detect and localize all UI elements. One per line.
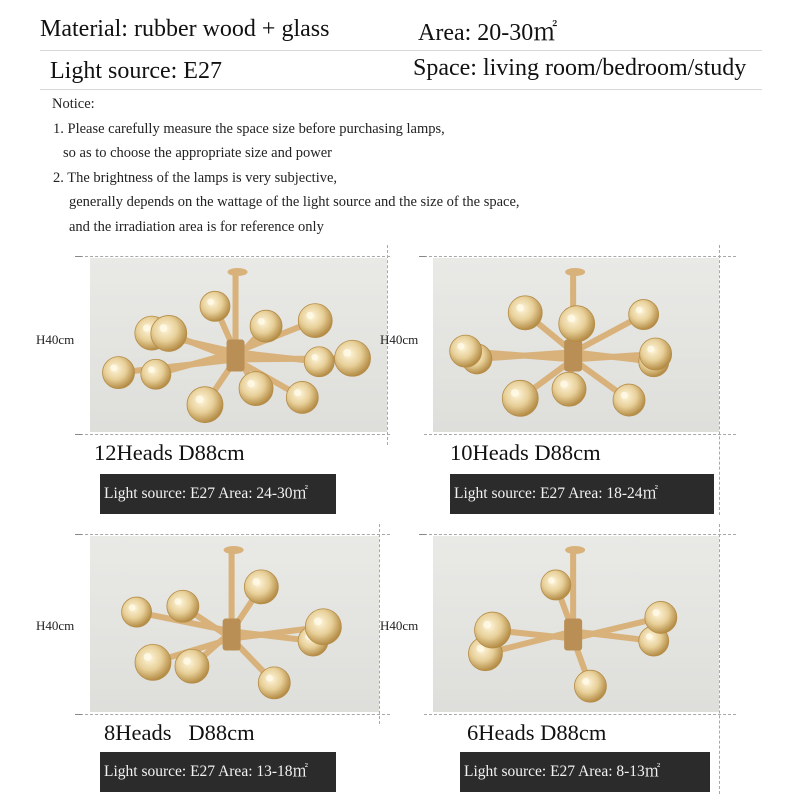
product-photo <box>433 258 719 432</box>
glass-globe <box>335 340 371 376</box>
globe-highlight <box>560 380 567 387</box>
glass-globe <box>304 347 334 377</box>
glass-globe <box>574 670 606 702</box>
globe-highlight <box>183 657 190 664</box>
glass-globe <box>151 315 187 351</box>
glass-globe <box>141 359 171 389</box>
glass-globe <box>559 306 595 342</box>
notice-heading: Notice: <box>52 96 95 112</box>
globe-highlight <box>457 343 464 350</box>
globe-highlight <box>343 349 351 357</box>
space-spec: Space: living room/bedroom/study <box>413 55 747 81</box>
globe-highlight <box>207 299 214 306</box>
dimension-tick <box>75 256 82 257</box>
globe-highlight <box>646 633 653 640</box>
glass-globe <box>175 649 209 683</box>
product-photo <box>90 258 387 432</box>
product-caption: 10Heads D88cm <box>450 440 601 465</box>
globe-highlight <box>511 389 519 397</box>
notice-line: so as to choose the appropriate size and power <box>63 145 332 161</box>
lamp-hub <box>227 339 245 371</box>
glass-globe <box>613 384 645 416</box>
height-label: H40cm <box>380 332 419 347</box>
chandelier-illustration <box>90 258 387 432</box>
notice-block <box>52 92 520 239</box>
dimension-line <box>719 245 720 515</box>
product-photo <box>433 536 719 712</box>
glass-globe <box>645 601 677 633</box>
globe-highlight <box>306 312 313 319</box>
spec-divider-bottom <box>40 89 762 90</box>
chandelier-illustration <box>433 536 719 712</box>
dimension-tick <box>75 714 82 715</box>
globe-highlight <box>477 645 484 652</box>
notice-line: 1. Please carefully measure the space size before purchasing lamps, <box>53 120 445 137</box>
height-label: H40cm <box>380 618 419 633</box>
glass-globe <box>475 612 511 648</box>
glass-globe <box>541 570 571 600</box>
product-caption: 6Heads D88cm <box>467 720 607 745</box>
dimension-line <box>80 534 390 535</box>
globe-highlight <box>548 577 555 584</box>
dimension-line <box>719 524 720 794</box>
globe-highlight <box>247 380 254 387</box>
globe-highlight <box>148 366 155 373</box>
dimension-tick <box>419 534 426 535</box>
product-photo <box>90 536 379 712</box>
glass-globe <box>502 380 538 416</box>
globe-highlight <box>516 304 523 311</box>
hanging-rod <box>233 274 239 345</box>
dimension-line <box>80 714 390 715</box>
globe-highlight <box>175 598 182 605</box>
globe-highlight <box>314 617 322 625</box>
glass-globe <box>250 310 282 342</box>
height-label: H40cm <box>36 618 75 633</box>
globe-highlight <box>252 578 259 585</box>
glass-globe <box>305 609 341 645</box>
glass-globe <box>286 381 318 413</box>
dimension-tick <box>419 256 426 257</box>
product-caption: 8Heads D88cm <box>104 720 255 745</box>
dimension-tick <box>75 534 82 535</box>
product-caption: 12Heads D88cm <box>94 440 245 465</box>
globe-highlight <box>636 307 643 314</box>
globe-highlight <box>582 678 589 685</box>
globe-highlight <box>483 621 491 629</box>
globe-highlight <box>311 354 318 361</box>
dimension-line <box>424 714 736 715</box>
lamp-hub <box>223 619 241 651</box>
globe-highlight <box>621 392 628 399</box>
spec-badge: Light source: E27 Area: 24-30㎡ <box>100 474 336 514</box>
globe-highlight <box>159 324 167 332</box>
globe-highlight <box>143 324 150 331</box>
globe-highlight <box>266 675 273 682</box>
globe-highlight <box>653 609 660 616</box>
glass-globe <box>640 338 672 370</box>
height-label: H40cm <box>36 332 75 347</box>
glass-globe <box>187 387 223 423</box>
lamp-hub <box>564 339 582 371</box>
spec-badge: Light source: E27 Area: 13-18㎡ <box>100 752 336 792</box>
globe-highlight <box>129 604 136 611</box>
notice-line: generally depends on the wattage of the light source and the size of the space, <box>69 194 520 210</box>
glass-globe <box>200 291 230 321</box>
glass-globe <box>508 296 542 330</box>
dimension-line <box>80 434 390 435</box>
hanging-rod <box>570 552 576 625</box>
globe-highlight <box>144 653 152 661</box>
glass-globe <box>552 372 586 406</box>
notice-line: 2. The brightness of the lamps is very subjective, <box>53 169 338 186</box>
area-spec: Area: 20-30㎡ <box>418 20 558 46</box>
glass-globe <box>244 570 278 604</box>
glass-globe <box>239 372 273 406</box>
globe-highlight <box>258 318 265 325</box>
hanging-rod <box>229 552 235 625</box>
chandelier-illustration <box>90 536 379 712</box>
material-spec: Material: rubber wood + glass <box>40 16 330 42</box>
spec-badge: Light source: E27 Area: 18-24㎡ <box>450 474 714 514</box>
dimension-line <box>424 256 736 257</box>
spec-divider <box>40 50 762 51</box>
globe-highlight <box>294 389 301 396</box>
chandelier-illustration <box>433 258 719 432</box>
notice-line: and the irradiation area is for reference only <box>69 218 324 235</box>
spec-badge: Light source: E27 Area: 8-13㎡ <box>460 752 710 792</box>
lamp-hub <box>564 619 582 651</box>
globe-highlight <box>567 314 575 322</box>
glass-globe <box>167 590 199 622</box>
glass-globe <box>298 304 332 338</box>
glass-globe <box>135 644 171 680</box>
glass-globe <box>450 335 482 367</box>
dimension-line <box>80 256 390 257</box>
dimension-tick <box>75 434 82 435</box>
globe-highlight <box>196 395 204 403</box>
glass-globe <box>258 667 290 699</box>
globe-highlight <box>110 364 117 371</box>
dimension-line <box>424 534 736 535</box>
glass-globe <box>629 300 659 330</box>
dimension-line <box>424 434 736 435</box>
glass-globe <box>122 597 152 627</box>
light-source-spec: Light source: E27 <box>50 58 222 84</box>
glass-globe <box>103 357 135 389</box>
globe-highlight <box>647 346 654 353</box>
